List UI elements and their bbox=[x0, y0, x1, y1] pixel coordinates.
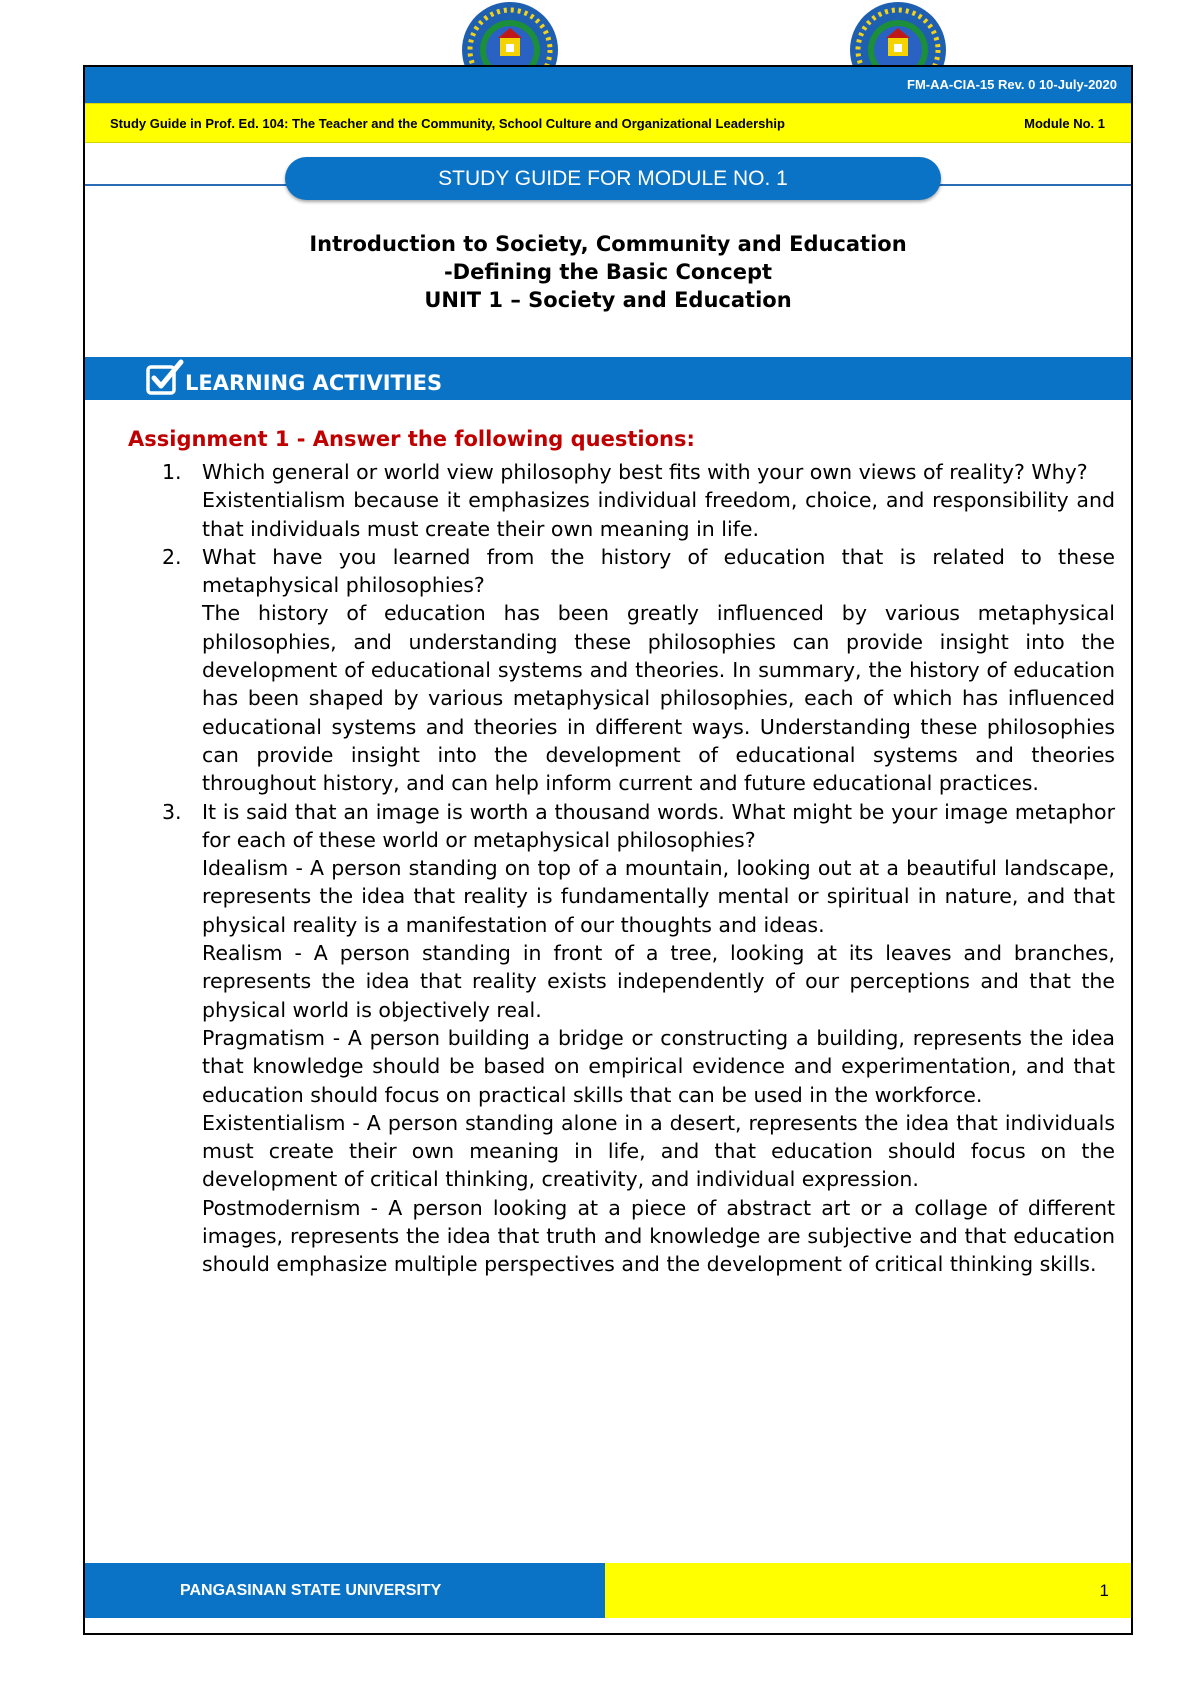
list-item bbox=[0, 458, 1115, 543]
question-number: 1. bbox=[162, 460, 182, 484]
study-guide-title: STUDY GUIDE FOR MODULE NO. 1 bbox=[438, 166, 788, 190]
question-number: 2. bbox=[162, 544, 182, 569]
heading-subtitle: -Defining the Basic Concept bbox=[443, 260, 773, 284]
module-number: Module No. 1 bbox=[1024, 116, 1105, 131]
footer-page-area bbox=[605, 1563, 1131, 1618]
answer-postmodernism: Postmodernism - A person looking at a piece of abstract art or a collage of different images, represents the idea that truth and knowledge are subjective and that education should emphasize multiple perspectives and the development of critical thinking skills. bbox=[202, 1195, 1115, 1277]
course-title: Study Guide in Prof. Ed. 104: The Teacher and the Community, School Culture and Organizational Leadership bbox=[110, 116, 785, 131]
list-item bbox=[0, 798, 1115, 1279]
question-number: 3. bbox=[162, 799, 182, 824]
form-code: FM-AA-CIA-15 Rev. 0 10-July-2020 bbox=[907, 77, 1117, 92]
checkbox-icon bbox=[145, 359, 185, 397]
course-header bbox=[85, 103, 1131, 143]
question-text: What have you learned from the history of education that is related to these metaphysical philosophies? bbox=[202, 544, 1115, 598]
answer-text: The history of education has been greatly influenced by various metaphysical philosophies, and understanding these philosophies can provide insight into the development of educational systems and theories. In summary, the history of education has been shaped by various metaphysical philosophies, each of which has influenced educational systems and theories in different ways. Understanding these philosophies can provide insight into the development of educational systems and theories throughout history, and can help inform current and future educational practices. bbox=[202, 601, 1115, 796]
footer-bar bbox=[85, 1563, 605, 1618]
page-number: 1 bbox=[1099, 1581, 1109, 1600]
question-list bbox=[0, 458, 1115, 1279]
answer-pragmatism: Pragmatism - A person building a bridge or constructing a building, represents the idea that knowledge should be based on empirical evidence and experimentation, and that education should focus on practical skills that can be used in the workforce. bbox=[202, 1025, 1115, 1107]
list-item bbox=[0, 543, 1115, 798]
answer-existentialism: Existentialism - A person standing alone in a desert, represents the idea that individuals must create their own meaning in life, and that education should focus on the development of critical thinking, creativity, and individual expression. bbox=[202, 1110, 1115, 1192]
answer-idealism: Idealism - A person standing on top of a mountain, looking out at a beautiful landscape, represents the idea that reality is fundamentally mental or spiritual in nature, and that physical reality is a manifestation of our thoughts and ideas. bbox=[202, 856, 1115, 937]
assignment-title: Assignment 1 - Answer the following questions: bbox=[128, 427, 695, 451]
answer-realism: Realism - A person standing in front of a tree, looking at its leaves and branches, represents the idea that reality exists independently of our perceptions and that the physical world is objectively real. bbox=[202, 941, 1115, 1022]
answer-text: Existentialism because it emphasizes individual freedom, choice, and responsibility and that individuals must create their own meaning in life. bbox=[202, 488, 1115, 541]
module-heading bbox=[85, 230, 1131, 314]
question-text: Which general or world view philosophy best fits with your own views of reality? Why? bbox=[202, 460, 1088, 484]
study-guide-banner bbox=[285, 157, 941, 200]
question-text: It is said that an image is worth a thousand words. What might be your image metaphor for each of these world or metaphysical philosophies? bbox=[202, 799, 1115, 852]
section-title: LEARNING ACTIVITIES bbox=[185, 371, 443, 395]
learning-activities-bar bbox=[85, 357, 1131, 400]
university-seal-icon bbox=[848, 0, 948, 66]
university-name: PANGASINAN STATE UNIVERSITY bbox=[180, 1582, 442, 1599]
heading-unit: UNIT 1 – Society and Education bbox=[424, 288, 792, 312]
header-bar bbox=[85, 67, 1131, 103]
heading-title: Introduction to Society, Community and Education bbox=[309, 232, 907, 256]
university-seal-icon bbox=[460, 0, 560, 66]
